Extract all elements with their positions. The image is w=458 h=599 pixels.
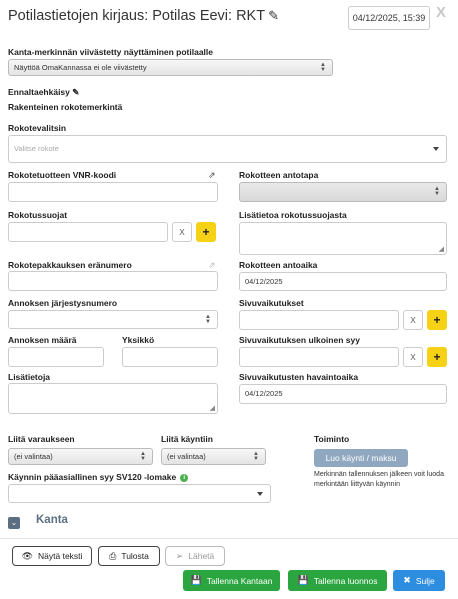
external-cause-input[interactable] (239, 347, 399, 367)
vaccine-picker-placeholder: Valitse rokote (14, 144, 59, 154)
select-arrows-icon: ▲ ▼ (320, 61, 326, 73)
ennaltaehkaisy-label: Ennaltaehkäisy (8, 87, 70, 97)
share-icon[interactable]: ⇗ (208, 170, 216, 180)
footer-divider (0, 538, 458, 539)
dose-amount-label: Annoksen määrä (8, 335, 77, 345)
show-text-label: Näytä teksti (38, 551, 83, 561)
resize-handle-icon[interactable]: ◢ (438, 246, 444, 253)
info-icon[interactable]: i (180, 474, 188, 482)
dose-number-stepper[interactable] (8, 310, 218, 329)
booking-select[interactable] (8, 448, 153, 465)
chevron-down-icon[interactable]: ⌄ (8, 517, 20, 529)
close-button[interactable] (393, 570, 445, 591)
observed-label: Sivuvaikutusten havaintoaika (239, 372, 359, 382)
visit-select[interactable] (161, 448, 266, 465)
stepper-arrows-icon[interactable]: ▲ ▼ (205, 313, 211, 325)
batch-input[interactable] (8, 271, 218, 291)
external-cause-clear-button[interactable]: X (403, 347, 423, 367)
kanta-section-toggle[interactable]: Kanta (36, 514, 68, 526)
visit-value: (ei valintaa) (167, 451, 206, 461)
dose-amount-input[interactable] (8, 347, 104, 367)
side-effects-input[interactable] (239, 310, 399, 330)
extra-info-textarea[interactable] (8, 383, 218, 414)
datetime-field[interactable]: 04/12/2025, 15:39 (348, 6, 430, 30)
vaccine-picker-select[interactable] (8, 135, 447, 163)
protection-label: Rokotussuojat (8, 210, 68, 220)
vnr-input[interactable] (8, 182, 218, 202)
select-arrows-icon: ▲ ▼ (434, 186, 440, 197)
booking-label: Liitä varaukseen (8, 434, 75, 444)
chevron-down-icon (257, 492, 263, 496)
unit-input[interactable] (122, 347, 218, 367)
booking-value: (ei valintaa) (14, 451, 53, 461)
unit-label: Yksikkö (122, 335, 155, 345)
save-kanta-label: Tallenna Kantaan (206, 575, 273, 586)
batch-label: Rokotepakkauksen eränumero (8, 260, 132, 270)
kanta-delay-value: Näyttöä OmaKannassa ei ole viivästetty (14, 62, 147, 72)
edit-icon[interactable]: ✎ (72, 87, 80, 97)
protection-info-textarea[interactable] (239, 222, 447, 255)
edit-icon[interactable]: ✎ (268, 8, 279, 23)
eye-icon: 👁 (21, 550, 34, 561)
protection-add-button[interactable]: + (196, 222, 216, 242)
main-reason-label (8, 472, 188, 482)
side-effects-clear-button[interactable]: X (403, 310, 423, 330)
extra-info-label: Lisätietoja (8, 372, 51, 382)
select-arrows-icon: ▲ ▼ (253, 450, 259, 462)
print-label: Tulosta (121, 551, 149, 561)
save-draft-button[interactable] (288, 570, 387, 591)
send-label: Lähetä (188, 551, 215, 561)
close-icon: ✖ (403, 575, 411, 585)
save-icon: 💾 (190, 575, 202, 585)
select-arrows-icon: ▲ ▼ (140, 450, 146, 462)
dose-number-label: Annoksen järjestysnumero (8, 298, 118, 308)
protection-input[interactable] (8, 222, 168, 242)
protection-info-label: Lisätietoa rokotussuojasta (239, 210, 347, 220)
create-visit-note: Merkinnän tallennuksen jälkeen voit luoda merkintään liittyvän käynnin (314, 471, 444, 488)
resize-handle-icon[interactable]: ◢ (209, 405, 215, 412)
vaccine-picker-label: Rokotevalitsin (8, 123, 67, 133)
title-text: Potilastietojen kirjaus: Potilas Eevi: RKT (8, 8, 266, 24)
print-icon: ⎙ (109, 550, 117, 561)
admin-time-label: Rokotteen antoaika (239, 260, 318, 270)
show-text-button[interactable] (12, 546, 92, 566)
structured-vaccine-title: Rakenteinen rokotemerkintä (8, 102, 123, 112)
vnr-label: Rokotetuotteen VNR-koodi (8, 170, 117, 180)
side-effects-label: Sivuvaikutukset (239, 298, 304, 308)
kanta-delay-select[interactable] (8, 59, 333, 76)
side-effects-add-button[interactable]: + (427, 310, 447, 330)
route-label: Rokotteen antotapa (239, 170, 319, 180)
save-kanta-button[interactable] (183, 570, 280, 591)
observed-input[interactable]: 04/12/2025 (239, 384, 447, 404)
protection-clear-button[interactable]: X (172, 222, 192, 242)
send-button[interactable] (165, 546, 225, 566)
save-icon: 💾 (297, 575, 309, 585)
admin-time-input[interactable]: 04/12/2025 (239, 272, 447, 291)
save-draft-label: Tallenna luonnos (313, 575, 378, 586)
main-reason-select[interactable] (8, 484, 271, 503)
visit-label: Liitä käyntiin (161, 434, 213, 444)
create-visit-button[interactable]: Luo käynti / maksu (314, 449, 408, 467)
print-button[interactable] (98, 546, 160, 566)
external-cause-add-button[interactable]: + (427, 347, 447, 367)
ennaltaehkaisy-heading (8, 87, 79, 98)
send-icon: ➢ (175, 550, 184, 561)
kanta-delay-label: Kanta-merkinnän viivästetty näyttäminen potilaalle (8, 47, 214, 57)
page-title (8, 8, 279, 24)
chevron-down-icon (433, 147, 439, 151)
share-icon: ⇗ (208, 260, 216, 270)
actions-label: Toiminto (314, 434, 350, 444)
route-select[interactable] (239, 182, 447, 202)
close-label: Sulje (415, 575, 435, 586)
main-reason-text: Käynnin pääasiallinen syy SV120 -lomake (8, 472, 177, 482)
external-cause-label: Sivuvaikutuksen ulkoinen syy (239, 335, 360, 345)
close-icon[interactable]: X (436, 4, 447, 21)
